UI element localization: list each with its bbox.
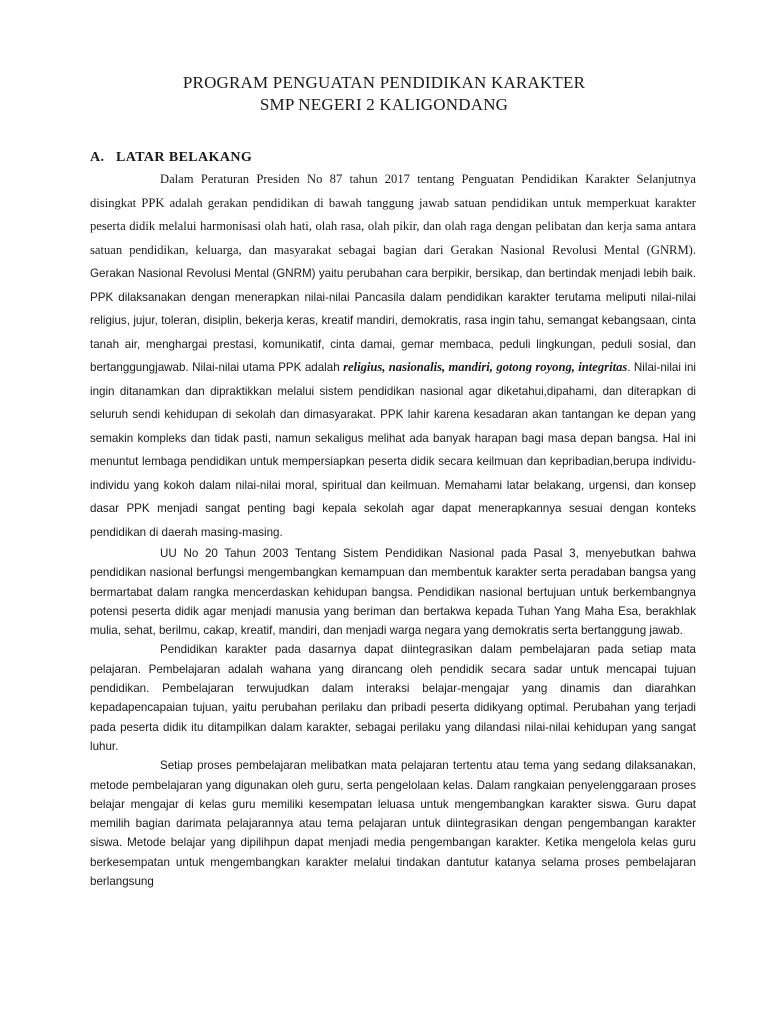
- body-text: [90, 168, 696, 891]
- section-title: LATAR BELAKANG: [116, 150, 253, 165]
- title-line-school: SMP NEGERI 2 KALIGONDANG: [259, 95, 509, 114]
- section-heading: [90, 150, 252, 166]
- core-values-emphasis: religius, nasionalis, mandiri, gotong royong, integritas: [343, 360, 628, 374]
- document-title: [0, 72, 768, 116]
- paragraph-proses-pembelajaran: Setiap proses pembelajaran melibatkan mata pelajaran tertentu atau tema yang sedang dilaksanakan, metode pembelajaran yang digunakan oleh guru, serta pengelolaan kelas. Dalam rangkaian penyelenggaraan proses belajar mengajar di kelas guru memiliki kesempatan leluasa untuk mengembangkan karakter siswa. Guru dapat memilih bagian darimata pelajarannya atau tema pelajaran untuk diintegrasikan dengan pengembangan karakter siswa. Metode belajar yang dipilihpun dapat menjadi media pengembangan karakter. Ketika mengelola kelas guru berkesempatan untuk mengembangkan karakter melalui tindakan dantutur katanya selama proses pembelajaran berlangsung: [90, 759, 696, 889]
- paragraph-ppk: [90, 168, 696, 544]
- paragraph-ppk-values: . Nilai-nilai ini ingin ditanamkan dan dipraktikkan melalui sistem pendidikan nasional agar diketahui,dipahami, dan diterapkan di seluruh sendi kehidupan di sekolah dan dimasyarakat.: [90, 361, 696, 421]
- title-line-program: PROGRAM PENGUATAN PENDIDIKAN KARAKTER: [182, 73, 586, 92]
- paragraph-ppk-intro: Dalam Peraturan Presiden No 87 tahun 2017 tentang Penguatan Pendidikan Karakter Selanjutnya disingkat PPK adalah gerakan pendidikan di bawah tanggung jawab satuan pendidikan untuk memperkuat karakter peserta didik melalui harmonisasi olah hati, olah rasa, olah pikir, dan olah raga dengan pelibatan dan kerja sama antara satuan pendidikan, keluarga, dan masyarakat sebagai bagian dari Gerakan Nasional Revolusi Mental (GNRM).: [90, 172, 696, 257]
- paragraph-ppk-background: PPK lahir karena kesadaran akan tantangan ke depan yang semakin kompleks dan tidak pasti, namun sekaligus melihat ada banyak harapan bagi masa depan bangsa. Hal ini menuntut lembaga pendidikan untuk mempersiapkan peserta didik secara keilmuan dan kepribadian,berupa individu-individu yang kokoh dalam nilai-nilai moral, spiritual dan keilmuan. Memahami latar belakang, urgensi, dan konsep dasar PPK menjadi sangat penting bagi kepala sekolah agar dapat menerapkannya sesuai dengan konteks pendidikan di daerah masing-masing.: [90, 408, 696, 539]
- paragraph-pendidikan-karakter: Pendidikan karakter pada dasarnya dapat diintegrasikan dalam pembelajaran pada setiap mata pelajaran. Pembelajaran adalah wahana yang dirancang oleh pendidik secara sadar untuk mencapai tujuan pendidikan. Pembelajaran terwujudkan dalam interaksi belajar-mengajar yang dinamis dan diarahkan kepadapencapaian tujuan, yaitu perubahan perilaku dan pribadi peserta didikyang optimal. Perubahan yang terjadi pada peserta didik itu ditampilkan dalam karakter, sebagai perilaku yang dilandasi nilai-nilai kehidupan yang sangat luhur.: [90, 643, 696, 753]
- section-number: A.: [90, 150, 105, 165]
- paragraph-uu-sisdiknas: UU No 20 Tahun 2003 Tentang Sistem Pendidikan Nasional pada Pasal 3, menyebutkan bahwa pendidikan nasional berfungsi mengembangkan kemampuan dan membentuk karakter serta peradaban bangsa yang bermartabat dalam rangka mencerdaskan kehidupan bangsa. Pendidikan nasional bertujuan untuk berkembangnya potensi peserta didik agar menjadi manusia yang beriman dan bertakwa kepada Tuhan Yang Maha Esa, berakhlak mulia, sehat, berilmu, cakap, kreatif, mandiri, dan menjadi warga negara yang demokratis serta bertanggung jawab.: [90, 547, 696, 638]
- paragraph-ppk-gnrm: Gerakan Nasional Revolusi Mental (GNRM) yaitu perubahan cara berpikir, bersikap, dan bertindak menjadi lebih baik. PPK dilaksanakan dengan menerapkan nilai-nilai Pancasila dalam pendidikan karakter terutama meliputi nilai-nilai religius, jujur, toleran, disiplin, bekerja keras, kreatif mandiri, demokratis, rasa ingin tahu, semangat kebangsaan, cinta tanah air, menghargai prestasi, komunikatif, cinta damai, gemar membaca, peduli lingkungan, peduli sosial, dan bertanggungjawab. Nilai-nilai utama PPK adalah: [90, 267, 696, 374]
